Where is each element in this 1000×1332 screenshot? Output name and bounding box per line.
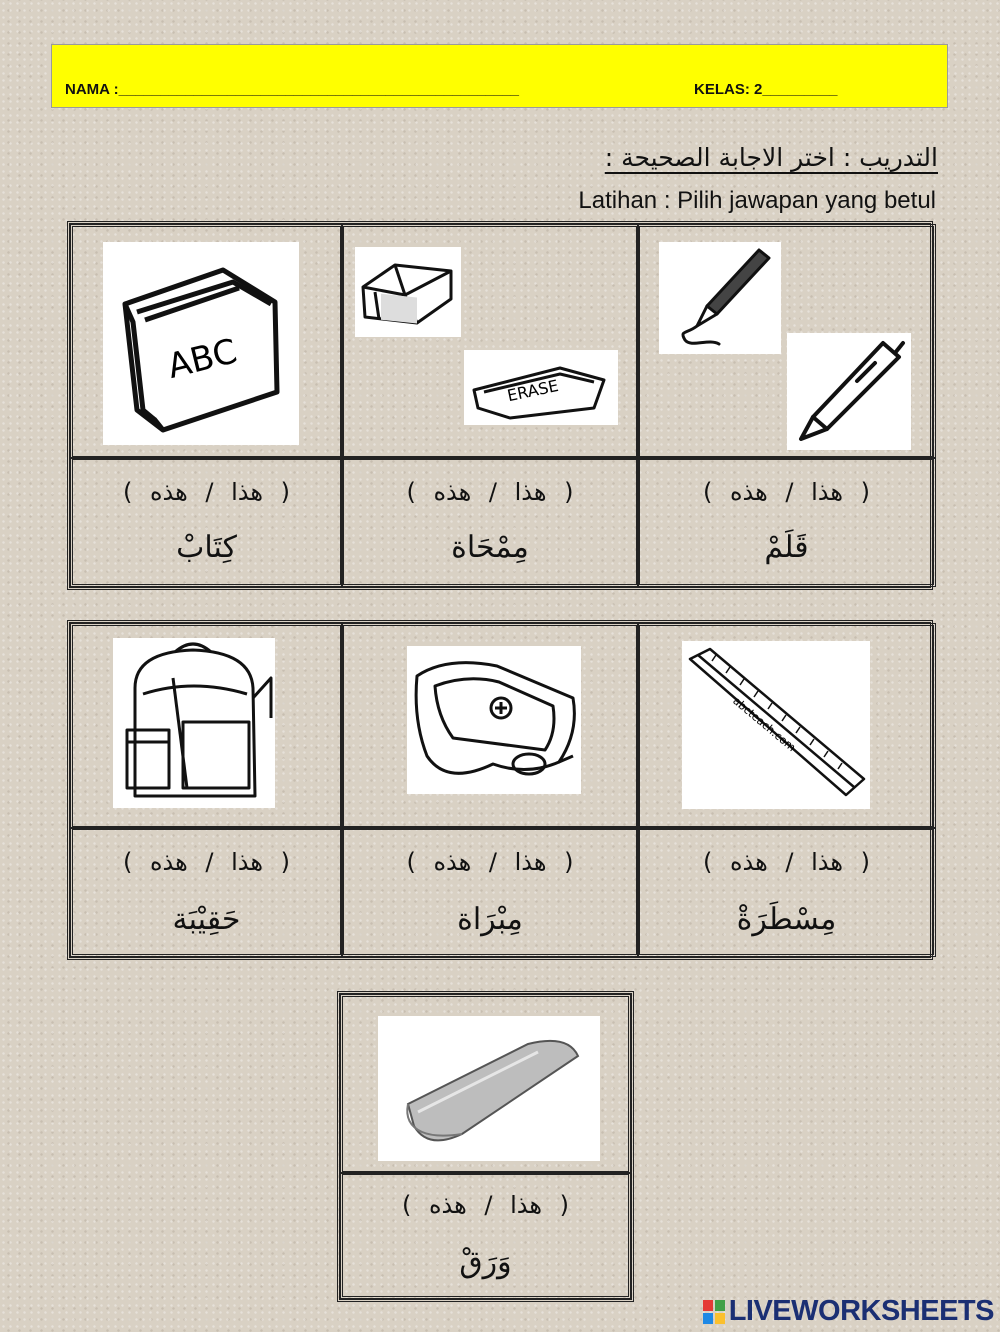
ballpoint-pen-icon <box>787 333 911 450</box>
answer-cell <box>70 457 343 587</box>
gender-choice-text[interactable]: ( هذا / هذه ) <box>702 848 871 876</box>
answer-cell <box>70 827 343 957</box>
exercise-grid-row-3 <box>337 991 634 1302</box>
book-cover-text: ABC <box>163 331 241 387</box>
name-field-label: NAMA :________________________________________________ <box>65 81 520 98</box>
paper-icon <box>378 1016 600 1161</box>
vocabulary-word: مِمْحَاة <box>451 530 529 565</box>
eraser-label-text: ERASE <box>505 375 561 406</box>
answer-cell <box>340 1172 631 1299</box>
instruction-malay: Latihan : Pilih jawapan yang betul <box>578 187 936 214</box>
student-info-box <box>51 44 948 108</box>
answer-cell <box>637 827 936 957</box>
picture-cell <box>341 224 639 459</box>
picture-cell <box>70 623 343 829</box>
picture-cell <box>637 623 936 829</box>
gender-choice-text[interactable]: ( هذا / هذه ) <box>122 478 291 506</box>
exercise-grid-row-2 <box>67 620 933 960</box>
exercise-grid-row-1 <box>67 221 933 590</box>
picture-cell <box>340 994 631 1174</box>
eraser-small-icon <box>464 350 618 425</box>
vocabulary-word: كِتَابْ <box>176 530 237 565</box>
vocabulary-word: مِسْطَرَةْ <box>736 902 837 937</box>
gender-choice-text[interactable]: ( هذا / هذه ) <box>702 478 871 506</box>
vocabulary-word: وَرَقْ <box>459 1245 512 1280</box>
vocabulary-word: قَلَمْ <box>764 530 809 565</box>
ruler-icon <box>682 641 870 809</box>
gender-choice-text[interactable]: ( هذا / هذه ) <box>406 848 574 876</box>
eraser-icon <box>355 247 461 337</box>
answer-cell <box>637 457 936 587</box>
ruler-brand-text: abcteach.com <box>730 694 799 755</box>
answer-cell <box>341 457 639 587</box>
class-field-label: KELAS: 2_________ <box>694 81 838 98</box>
picture-cell <box>70 224 343 459</box>
pen-icon <box>659 242 781 354</box>
liveworksheets-brand-text: LIVEWORKSHEETS <box>728 1295 994 1327</box>
sharpener-icon <box>407 646 581 794</box>
liveworksheets-logo[interactable] <box>703 1295 994 1328</box>
vocabulary-word: مِبْرَاة <box>457 902 523 937</box>
picture-cell <box>341 623 639 829</box>
picture-cell <box>637 224 936 459</box>
instruction-arabic: التدريب : اختر الاجابة الصحيحة : <box>604 143 938 172</box>
gender-choice-text[interactable]: ( هذا / هذه ) <box>122 848 291 876</box>
gender-choice-text[interactable]: ( هذا / هذه ) <box>406 478 574 506</box>
book-abc-icon <box>103 242 299 445</box>
answer-cell <box>341 827 639 957</box>
backpack-icon <box>113 638 275 808</box>
vocabulary-word: حَقِيْبَة <box>172 902 241 937</box>
gender-choice-text[interactable]: ( هذا / هذه ) <box>401 1191 570 1219</box>
liveworksheets-logo-icon <box>703 1300 725 1324</box>
